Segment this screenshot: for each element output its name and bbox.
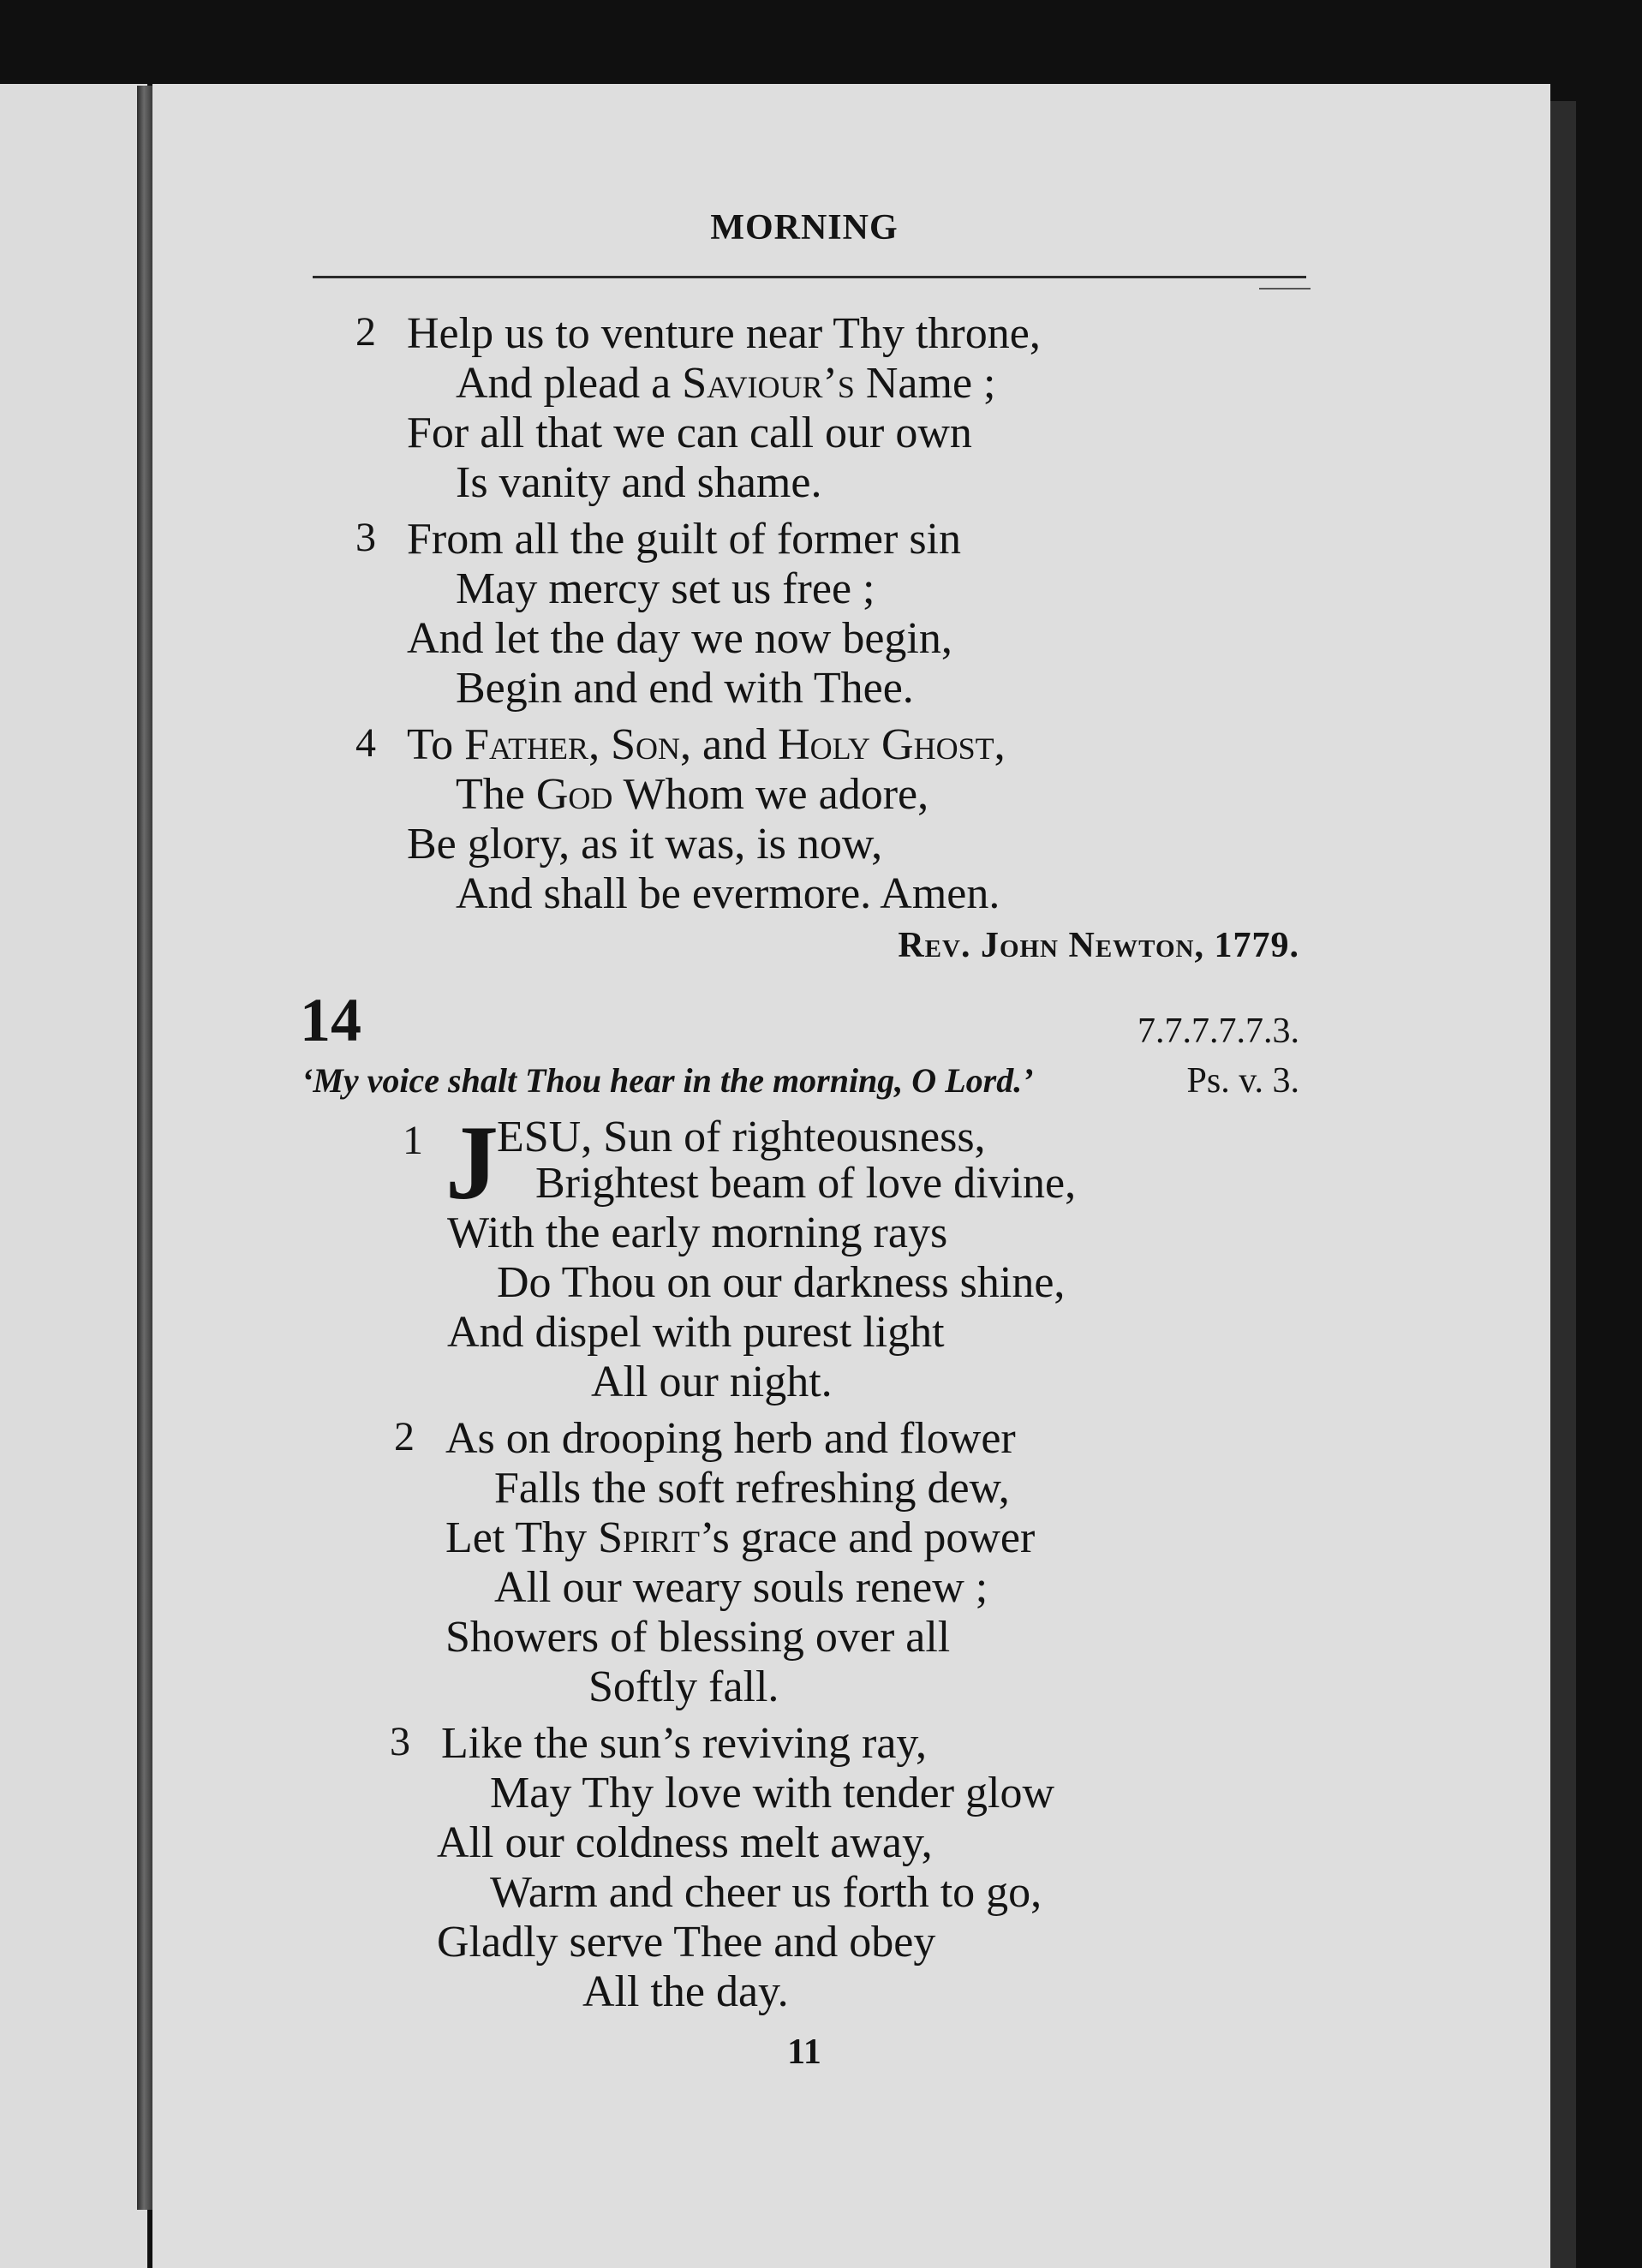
verse-line: And plead a Saviour’s Name ;: [456, 359, 996, 408]
verse-line: Let Thy Spirit’s grace and power: [445, 1513, 1036, 1562]
verse-line: Showers of blessing over all: [445, 1613, 951, 1662]
header-rule-tail: [1259, 288, 1311, 289]
verse-line: All our night.: [591, 1358, 833, 1406]
verse-line: Begin and end with Thee.: [456, 664, 914, 713]
verse-line: Brightest beam of love divine,: [535, 1159, 1077, 1208]
verse-line: All our weary souls renew ;: [494, 1563, 988, 1612]
verse-line: Do Thou on our darkness shine,: [497, 1258, 1066, 1307]
verse-line: All our coldness melt away,: [437, 1818, 933, 1867]
hymn-meter: 7.7.7.7.7.3.: [1137, 1012, 1299, 1051]
book-spine: [137, 86, 152, 2210]
page-number: 11: [787, 2032, 821, 2072]
scripture-reference: Ps. v. 3.: [1186, 1061, 1299, 1101]
verse-line: All the day.: [582, 1967, 789, 2016]
verse-line: And shall be evermore. Amen.: [456, 869, 1000, 918]
verse-line: Help us to venture near Thy throne,: [407, 309, 1041, 358]
verse-line: And let the day we now begin,: [407, 614, 952, 663]
verse-line: For all that we can call our own: [407, 409, 972, 457]
verse-number: 2: [355, 309, 376, 355]
verse-line: With the early morning rays: [447, 1209, 948, 1257]
verse-line: Warm and cheer us forth to go,: [490, 1868, 1042, 1917]
verse-number: 3: [390, 1719, 410, 1764]
verse-line: May Thy love with tender glow: [490, 1769, 1055, 1817]
verse-line: Falls the soft refreshing dew,: [494, 1464, 1010, 1513]
verse-line: Softly fall.: [588, 1662, 779, 1711]
drop-cap: J: [445, 1104, 499, 1221]
verse-line: May mercy set us free ;: [456, 564, 875, 613]
book-cover-edge: [1550, 101, 1576, 2268]
verse-number: 2: [394, 1414, 415, 1459]
verse-number: 3: [355, 515, 376, 560]
verse-line: Like the sun’s reviving ray,: [441, 1719, 928, 1768]
scripture-epigraph: ‘My voice shalt Thou hear in the morning, O Lord.’: [302, 1061, 1034, 1100]
verse-line: From all the guilt of former sin: [407, 515, 962, 564]
running-head: MORNING: [710, 208, 899, 248]
hymn-number: 14: [300, 986, 361, 1054]
verse-number: 4: [355, 720, 376, 766]
facing-page-edge: [0, 84, 147, 2268]
divine-name-smallcaps: Saviour’s: [682, 359, 855, 408]
hymn-attribution: Rev. John Newton, 1779.: [898, 926, 1299, 965]
verse-line: And dispel with purest light: [447, 1308, 945, 1357]
verse-line: The God Whom we adore,: [456, 770, 929, 819]
verse-line: Is vanity and shame.: [456, 458, 822, 507]
verse-line: Gladly serve Thee and obey: [437, 1918, 936, 1967]
verse-number: 1: [403, 1118, 423, 1163]
verse-line: To Father, Son, and Holy Ghost,: [407, 720, 1006, 769]
verse-line: Be glory, as it was, is now,: [407, 820, 883, 868]
verse-line: ESU, Sun of righteousness,: [497, 1113, 986, 1161]
header-rule: [313, 276, 1306, 278]
verse-line: As on drooping herb and flower: [445, 1414, 1016, 1463]
